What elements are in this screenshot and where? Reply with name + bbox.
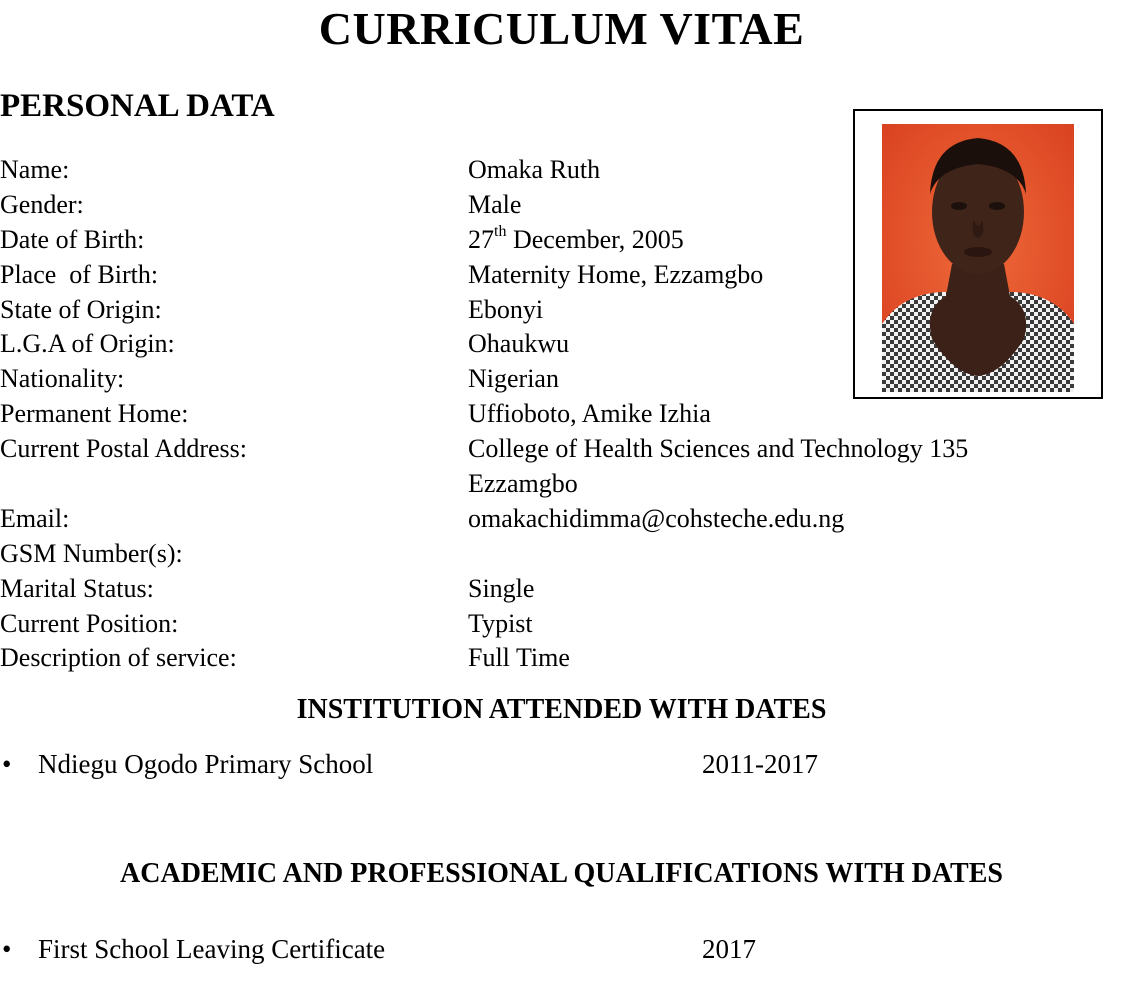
field-value: omakachidimma@cohsteche.edu.ng — [468, 503, 845, 533]
list-item — [0, 747, 1100, 781]
field-value — [468, 432, 1078, 502]
personal-data-fields — [0, 153, 1100, 676]
field-label: Name: — [0, 155, 70, 184]
field-row-email — [0, 502, 1100, 537]
field-label: Marital Status: — [0, 573, 154, 603]
field-row-date-of-birth — [0, 223, 1100, 258]
dob-day: 27 — [468, 224, 494, 254]
field-value: Omaka Ruth — [468, 155, 601, 184]
qualification-name: First School Leaving Certificate — [38, 934, 386, 964]
field-label: L.G.A of Origin: — [0, 329, 175, 359]
field-value: Ebonyi — [468, 294, 544, 324]
bullet-icon: • — [2, 749, 12, 779]
field-value: Single — [468, 573, 535, 603]
field-row-description-of-service — [0, 641, 1100, 676]
qualifications-heading: ACADEMIC AND PROFESSIONAL QUALIFICATIONS WITH DATES — [120, 858, 1003, 889]
field-label: GSM Number(s): — [0, 538, 183, 568]
institution-name: Ndiegu Ogodo Primary School — [38, 749, 374, 779]
field-label: Current Postal Address: — [0, 434, 247, 464]
field-row-current-position — [0, 607, 1100, 642]
field-label: State of Origin: — [0, 294, 162, 324]
field-value: Male — [468, 189, 522, 219]
field-label: Place of Birth: — [0, 259, 159, 289]
field-label: Nationality: — [0, 364, 125, 394]
dob-rest: December, 2005 — [506, 224, 684, 254]
field-label: Gender: — [0, 189, 84, 219]
field-label: Description of service: — [0, 643, 237, 673]
field-row-lga-of-origin — [0, 327, 1100, 362]
field-value: Ohaukwu — [468, 329, 570, 359]
field-label: Email: — [0, 503, 70, 533]
field-label: Permanent Home: — [0, 399, 189, 429]
field-label: Date of Birth: — [0, 224, 145, 254]
field-row-name — [0, 153, 1100, 188]
field-value: Nigerian — [468, 364, 559, 394]
address-line-2: Ezzamgbo — [468, 469, 578, 499]
field-row-place-of-birth — [0, 258, 1100, 293]
institution-dates: 2011-2017 — [702, 749, 818, 779]
personal-data-heading: PERSONAL DATA — [0, 88, 275, 124]
qualification-dates: 2017 — [702, 934, 756, 964]
field-row-marital-status — [0, 572, 1100, 607]
field-row-gsm-numbers — [0, 537, 1100, 572]
field-label: Current Position: — [0, 608, 179, 638]
field-row-state-of-origin — [0, 293, 1100, 328]
bullet-icon: • — [2, 934, 12, 964]
field-value: Maternity Home, Ezzamgbo — [468, 259, 764, 289]
field-value — [468, 223, 1078, 258]
field-value: Typist — [468, 608, 533, 638]
field-value: Uffioboto, Amike Izhia — [468, 399, 711, 429]
document-title: CURRICULUM VITAE — [318, 3, 805, 54]
address-line-1: College of Health Sciences and Technology 135 — [468, 434, 969, 464]
dob-suffix: th — [494, 223, 507, 241]
field-row-gender — [0, 188, 1100, 223]
field-value: Full Time — [468, 643, 570, 673]
list-item — [0, 932, 1100, 966]
field-row-nationality — [0, 362, 1100, 397]
field-row-current-postal-address — [0, 432, 1100, 502]
field-row-permanent-home — [0, 397, 1100, 432]
institutions-heading: INSTITUTION ATTENDED WITH DATES — [296, 694, 827, 725]
